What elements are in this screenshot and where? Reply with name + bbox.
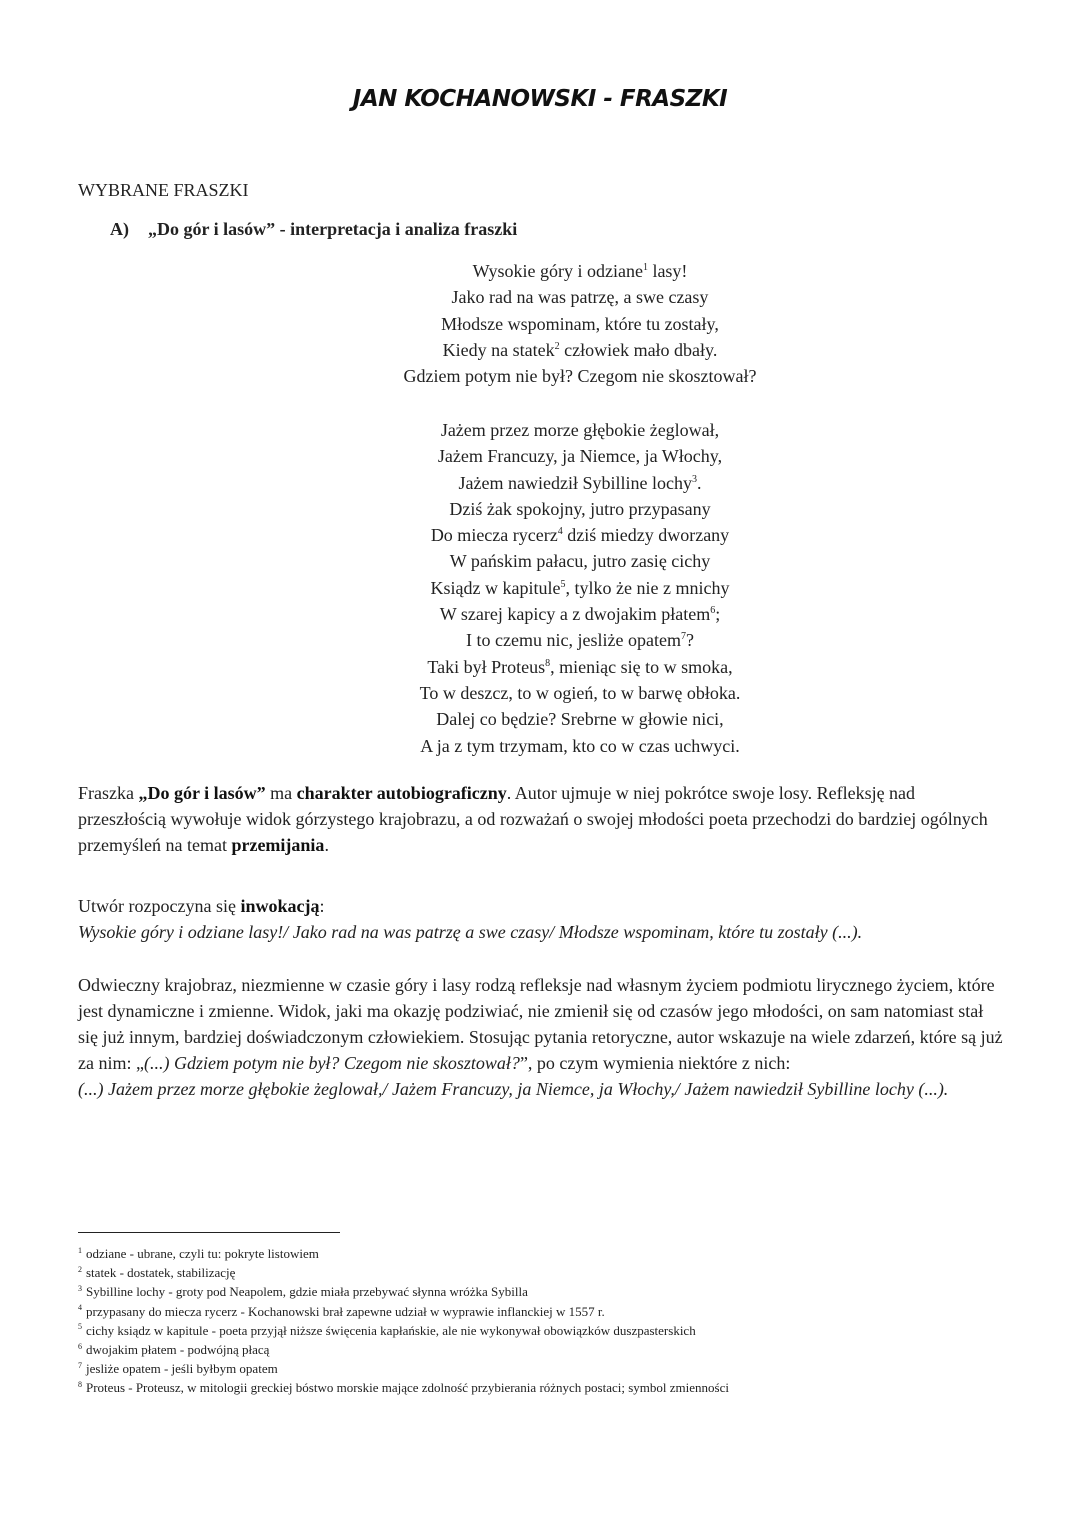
footnote-item xyxy=(78,1378,1018,1397)
page-title: JAN KOCHANOWSKI - FRASZKI xyxy=(352,86,728,112)
poem-line-text: Jażem przez morze głębokie żeglował, xyxy=(440,420,720,440)
footnote-text: dwojakim płatem - podwójną płacą xyxy=(86,1342,270,1358)
poem-line xyxy=(80,443,1080,469)
poem-line-text: dziś miedzy dworzany xyxy=(562,525,730,546)
section-heading: WYBRANE FRASZKI xyxy=(78,180,249,200)
text-run: : xyxy=(319,896,325,916)
subheading xyxy=(110,219,517,240)
poem-line-text: Gdziem potym nie był? Czegom nie skosztował? xyxy=(403,366,757,387)
text-run: ”, po czym wymienia niektóre z nich: xyxy=(519,1053,791,1073)
paragraph-landscape xyxy=(78,972,1003,1102)
footnote-text: Sybilline lochy - groty pod Neapolem, gdzie miała przebywać słynna wróżka Sybilla xyxy=(86,1284,528,1300)
footnote-item xyxy=(78,1244,1018,1263)
text-run: . xyxy=(324,835,329,855)
footnote-marker: 2 xyxy=(554,340,560,352)
poem-line xyxy=(80,258,1080,284)
footnote-number: 7 xyxy=(78,1360,82,1370)
footnote-text: przypasany do miecza rycerz - Kochanowski brał zapewne udział w wyprawie inflanckiej w 1557 r. xyxy=(86,1303,605,1319)
italic-quote: (...) Jażem przez morze głębokie żeglował,/ Jażem Francuzy, ja Niemce, ja Włochy,/ Jażem nawiedził Sybilline lochy (...). xyxy=(78,1079,949,1099)
poem-line-text: ; xyxy=(715,604,721,625)
poem-line xyxy=(80,733,1080,759)
paragraph-invocation xyxy=(78,893,1003,945)
footnote-marker: 3 xyxy=(691,473,697,485)
italic-quote: Wysokie góry i odziane lasy!/ Jako rad na was patrzę a swe czasy/ Młodsze wspominam, które tu zostały (...). xyxy=(78,922,863,942)
poem-line xyxy=(80,680,1080,706)
footnote-item xyxy=(78,1302,1018,1321)
footnote-text: Proteus - Proteusz, w mitologii greckiej bóstwo morskie mające zdolność przybierania różnych postaci; symbol zmienności xyxy=(86,1380,729,1396)
footnote-item xyxy=(78,1263,1018,1282)
footnotes xyxy=(78,1244,1018,1398)
poem-line-text: W szarej kapicy a z dwojakim płatem xyxy=(439,604,711,625)
footnote-number: 4 xyxy=(78,1303,82,1313)
footnote-number: 3 xyxy=(78,1284,82,1294)
poem-line xyxy=(80,284,1080,310)
poem-line-text: Młodsze wspominam, które tu zostały, xyxy=(441,313,719,334)
poem-line xyxy=(80,706,1080,732)
subheading-letter: A) xyxy=(110,219,129,239)
poem-line-text: ? xyxy=(685,630,694,651)
footnote-text: odziane - ubrane, czyli tu: pokryte listowiem xyxy=(86,1246,319,1261)
footnote-marker: 5 xyxy=(560,578,566,590)
poem-line-text: Kiedy na statek xyxy=(442,339,555,360)
poem-line-text: Ksiądz w kapitule xyxy=(430,577,561,598)
poem-stanza-1 xyxy=(0,258,1080,389)
footnote-number: 2 xyxy=(78,1264,82,1274)
bold-term: charakter autobiograficzny xyxy=(296,783,507,803)
text-run: Fraszka xyxy=(78,783,139,803)
footnote-separator xyxy=(78,1232,340,1233)
footnote-item xyxy=(78,1340,1018,1359)
poem-line xyxy=(80,496,1080,522)
italic-quote: (...) Gdziem potym nie był? Czegom nie skosztował? xyxy=(143,1053,520,1073)
poem-line xyxy=(80,337,1080,363)
footnote-text: statek - dostatek, stabilizację xyxy=(86,1265,236,1281)
poem-line xyxy=(80,654,1080,680)
poem-line xyxy=(80,417,1080,443)
footnote-marker: 4 xyxy=(557,526,563,538)
footnote-marker: 7 xyxy=(680,631,686,643)
poem-line-text: Jako rad na was patrzę, a swe czasy xyxy=(451,287,709,308)
poem-line-text: Wysokie góry i odziane xyxy=(472,261,643,281)
poem-line xyxy=(80,548,1080,574)
footnote-number: 1 xyxy=(78,1245,82,1255)
footnote-item xyxy=(78,1321,1018,1340)
footnote-number: 5 xyxy=(78,1322,82,1332)
footnote-text: jesliże opatem - jeśli byłbym opatem xyxy=(86,1361,278,1377)
poem-line-text: Taki był Proteus xyxy=(427,656,546,677)
footnote-text: cichy ksiądz w kapitule - poeta przyjął niższe święcenia kapłańskie, ale nie wykonywał obowiązków duszpasterskich xyxy=(86,1322,696,1338)
poem-line xyxy=(80,575,1080,601)
paragraph-autobiographical xyxy=(78,780,1003,858)
footnote-marker: 8 xyxy=(545,657,551,669)
text-run: Odwieczny krajobraz, niezmienne w czasie góry i lasy rodzą refleksje nad własnym życiem podmiotu lirycznego życiem, które jest dynamiczne i zmienne. Widok, jaki ma okazję podziwiać, nie zmienił się od czasów jego młodości, on sam natomiast stał się już innym, bardziej doświadczonym człowiekiem. Stosując pytania retoryczne, autor wskazuje na wiele zdarzeń, które są już za nim: „ xyxy=(78,975,1003,1073)
poem-stanza-2 xyxy=(0,417,1080,759)
footnote-item xyxy=(78,1282,1018,1301)
subheading-text: „Do gór i lasów” - interpretacja i analiza fraszki xyxy=(148,219,518,239)
poem-line xyxy=(80,601,1080,627)
text-run: Utwór rozpoczyna się xyxy=(78,896,241,916)
footnote-marker: 1 xyxy=(642,262,648,273)
poem-line xyxy=(80,627,1080,653)
poem-line-text: , tylko że nie z mnichy xyxy=(565,577,730,598)
poem-line-text: Jażem Francuzy, ja Niemce, ja Włochy, xyxy=(437,446,723,467)
poem-line-text: człowiek mało dbały. xyxy=(559,339,718,360)
poem-line-text: I to czemu nic, jesliże opatem xyxy=(466,630,681,651)
text-run: . Autor ujmuje w niej pokrótce swoje losy. Refleksję nad przeszłością wywołuje widok górzystego krajobrazu, a od rozważań o swojej młodości poeta przechodzi do bardziej ogólnych przemyśleń na temat xyxy=(78,783,988,855)
poem-line xyxy=(80,363,1080,389)
poem-line xyxy=(80,311,1080,337)
text-run: ma xyxy=(265,783,297,803)
bold-title: „Do gór i lasów” xyxy=(138,783,266,803)
poem-line-text: Jażem nawiedził Sybilline lochy xyxy=(458,472,692,493)
bold-term: inwokacją xyxy=(240,896,320,916)
footnote-item xyxy=(78,1359,1018,1378)
poem-line-text: lasy! xyxy=(647,261,688,281)
poem-line-text: A ja z tym trzymam, kto co w czas uchwyci. xyxy=(420,735,740,756)
footnote-number: 8 xyxy=(78,1380,82,1390)
poem-line-text: , mieniąc się to w smoka, xyxy=(550,656,733,677)
footnote-marker: 6 xyxy=(710,605,716,617)
poem-line-text: Do miecza rycerz xyxy=(430,525,558,546)
poem-line-text: Dalej co będzie? Srebrne w głowie nici, xyxy=(436,709,724,730)
poem-line xyxy=(80,470,1080,496)
footnote-number: 6 xyxy=(78,1341,82,1351)
poem-line-text: . xyxy=(696,472,702,493)
poem-line-text: W pańskim pałacu, jutro zasię cichy xyxy=(449,551,711,572)
bold-term: przemijania xyxy=(231,835,325,855)
poem-line-text: Dziś żak spokojny, jutro przypasany xyxy=(449,498,711,519)
poem-line xyxy=(80,522,1080,548)
poem-line-text: To w deszcz, to w ogień, to w barwę obłoka. xyxy=(419,682,741,703)
